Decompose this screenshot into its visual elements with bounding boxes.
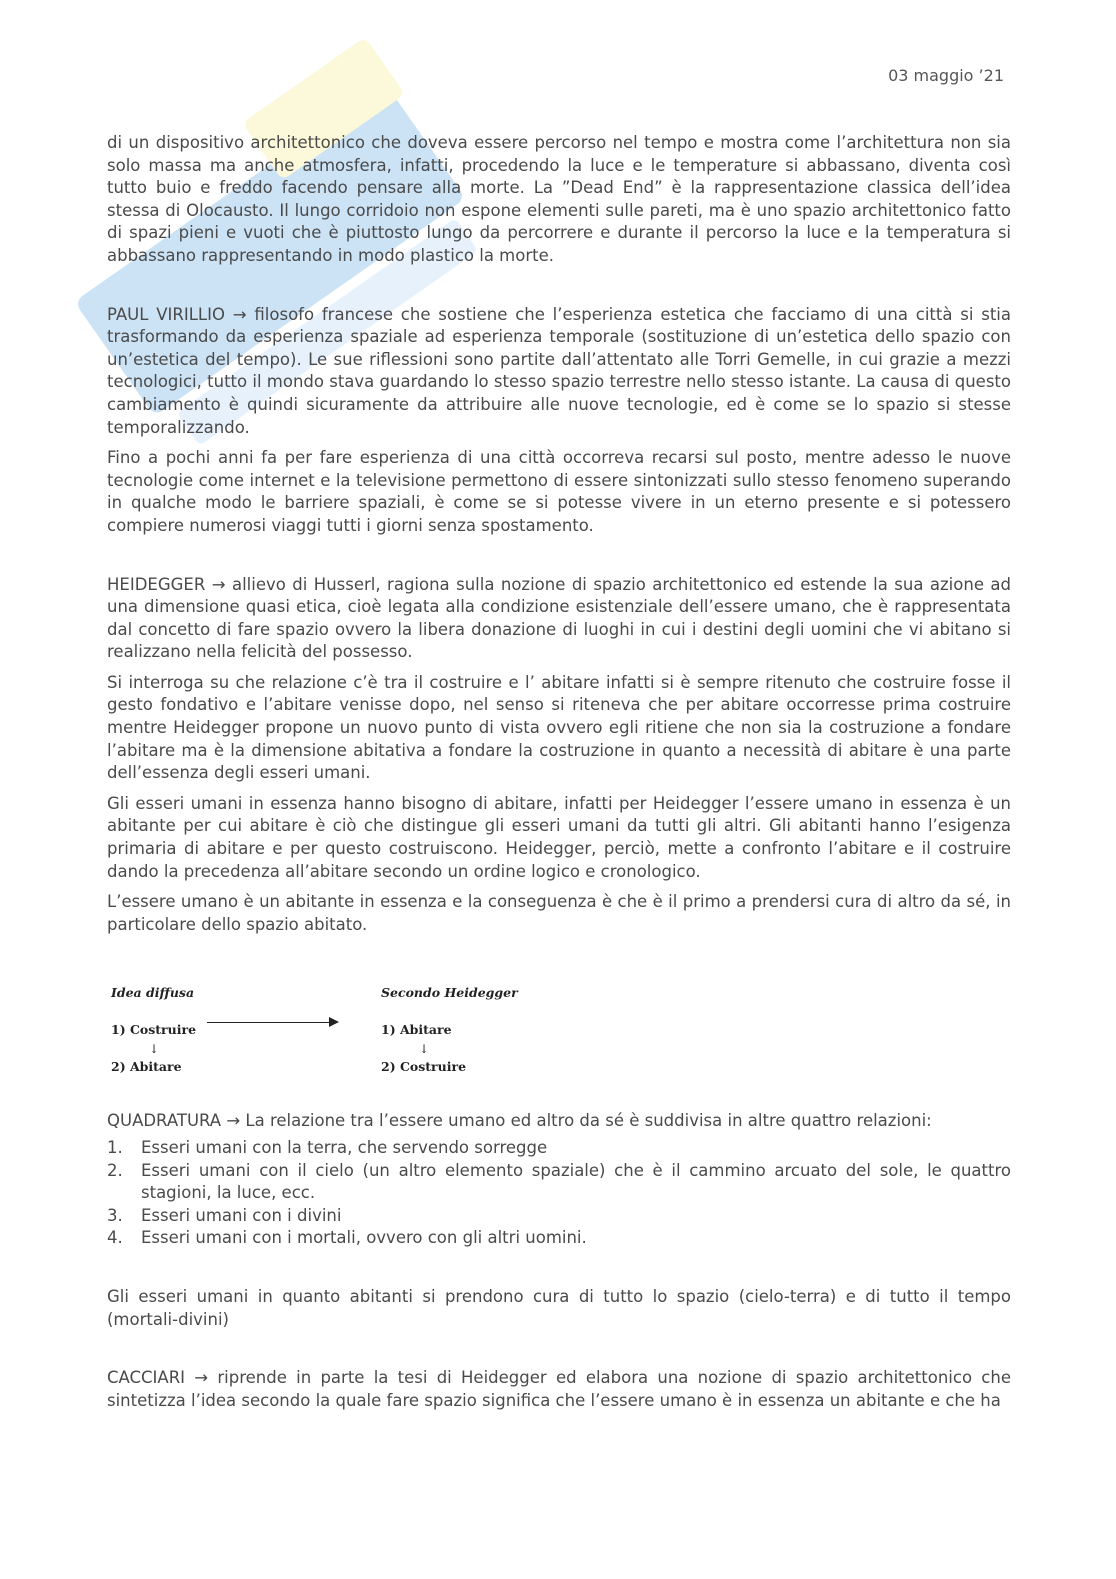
down-arrow-icon: ↓ xyxy=(149,1041,160,1056)
diagram-right-item-1: 1) Abitare xyxy=(381,1022,452,1037)
diagram-left-column xyxy=(111,982,196,1078)
document-body xyxy=(107,132,1011,1412)
down-arrow-icon: ↓ xyxy=(419,1041,430,1056)
diagram-right-column xyxy=(381,982,518,1078)
paragraph-heidegger-2: Si interroga su che relazione c’è tra il costruire e l’ abitare infatti si è sempre ritenuto che costruire fosse il gesto fondativo e l’abitare venisse dopo, nel senso si riteneva che per abitare occorresse prima costruire mentre Heidegger propone un nuovo punto di vista ovvero egli ritiene che non sia la costruzione a fondare l’abitare ma è la dimensione abitativa a fondare la costruzione in quanto a necessità di abitare è una parte dell’essenza degli esseri umani. xyxy=(107,672,1011,783)
diagram-left-title: Idea diffusa xyxy=(111,985,195,1001)
list-item: 3. Esseri umani con i divini xyxy=(107,1205,342,1225)
paragraph-virillio-2: Fino a pochi anni fa per fare esperienza di una città occorreva recarsi sul posto, mentre adesso le nuove tecnologie come internet e la televisione permettono di essere sintonizzati sullo stesso fenomeno superando in qualche modo le barriere spaziali, è come se si potesse vivere in un eterno presente e si potessero compiere numerosi viaggi tutti i giorni senza spostamento. xyxy=(107,448,1011,535)
page-date: 03 maggio ’21 xyxy=(888,66,1004,85)
diagram-left-item-1: 1) Costruire xyxy=(111,1022,197,1037)
diagram-left-item-2: 2) Abitare xyxy=(111,1058,182,1074)
list-item: 1. Esseri umani con la terra, che servendo sorregge xyxy=(107,1138,548,1157)
comparison-diagram xyxy=(107,972,1011,1082)
list-item: 4. Esseri umani con i mortali, ovvero con gli altri uomini. xyxy=(107,1228,587,1248)
paragraph-cacciari: CACCIARI → riprende in parte la tesi di Heidegger ed elabora una nozione di spazio architettonico che sintetizza l’idea secondo la quale fare spazio significa che l’essere umano è in essenza un abitante e che ha xyxy=(107,1368,1011,1410)
paragraph-heidegger-3: Gli esseri umani in essenza hanno bisogno di abitare, infatti per Heidegger l’essere umano in essenza è un abitante per cui abitare è ciò che distingue gli esseri umani da tutti gli altri. Gli abitanti hanno l’esigenza primaria di abitare e per questo costruiscono. Heidegger, perciò, mette a confronto l’abitare e il costruire dando la precedenza all’abitare secondo un ordine logico e cronologico. xyxy=(107,793,1011,881)
paragraph-heidegger: HEIDEGGER → allievo di Husserl, ragiona sulla nozione di spazio architettonico ed estende la sua azione ad una dimensione quasi etica, cioè legata alla condizione esistenziale dell’essere umano, che è rappresentata dal concetto di fare spazio ovvero la libera donazione di luoghi in cui i destini degli uomini che vi abitano si realizzano nella felicità del possesso. xyxy=(107,574,1011,662)
list-item: 2. Esseri umani con il cielo (un altro elemento spaziale) che è il cammino arcuato del sole, le quattro stagioni, la luce, ecc. xyxy=(107,1160,1011,1203)
paragraph-virillio: PAUL VIRILLIO → filosofo francese che sostiene che l’esperienza estetica che facciamo di una città si stia trasformando da esperienza spaziale ad esperienza temporale (sostituzione di un’estetica dello spazio con un’estetica del tempo). Le sue riflessioni sono partite dall’attentato alle Torri Gemelle, in cui grazie a mezzi tecnologici, tutto il mondo stava guardando lo stesso spazio terrestre nello stesso istante. La causa di questo cambiamento è quindi sicuramente da attribuire alle nuove tecnologie, ed è come se lo spazio si stesse temporalizzando. xyxy=(107,304,1011,437)
paragraph-spazio-tempo: Gli esseri umani in quanto abitanti si prendono cura di tutto lo spazio (cielo-terra) e di tutto il tempo (mortali-divini) xyxy=(107,1286,1011,1329)
diagram-right-item-2: 2) Costruire xyxy=(381,1058,467,1074)
right-arrow-icon xyxy=(207,1022,333,1023)
right-arrow-head xyxy=(329,1017,339,1027)
quadratura-list xyxy=(107,1137,1011,1250)
paragraph-quadratura: QUADRATURA → La relazione tra l’essere umano ed altro da sé è suddivisa in altre quattro relazioni: xyxy=(107,1111,932,1131)
diagram-right-title: Secondo Heidegger xyxy=(381,985,518,1001)
paragraph-dead-end: di un dispositivo architettonico che doveva essere percorso nel tempo e mostra come l’architettura non sia solo massa ma anche atmosfera, infatti, procedendo la luce e le temperature si abbassano, diventa così tutto buio e freddo facendo pensare alla morte. La ”Dead End” è la rappresentazione classica dell’idea stessa di Olocausto. Il lungo corridoio non espone elementi sulle pareti, ma è uno spazio architettonico fatto di spazi pieni e vuoti che è piuttosto lungo da percorrere e durante il percorso la luce e la temperatura si abbassano rappresentando in modo plastico la morte. xyxy=(107,133,1011,265)
paragraph-heidegger-4: L’essere umano è un abitante in essenza e la conseguenza è che è il primo a prendersi cura di altro da sé, in particolare dello spazio abitato. xyxy=(107,892,1011,934)
